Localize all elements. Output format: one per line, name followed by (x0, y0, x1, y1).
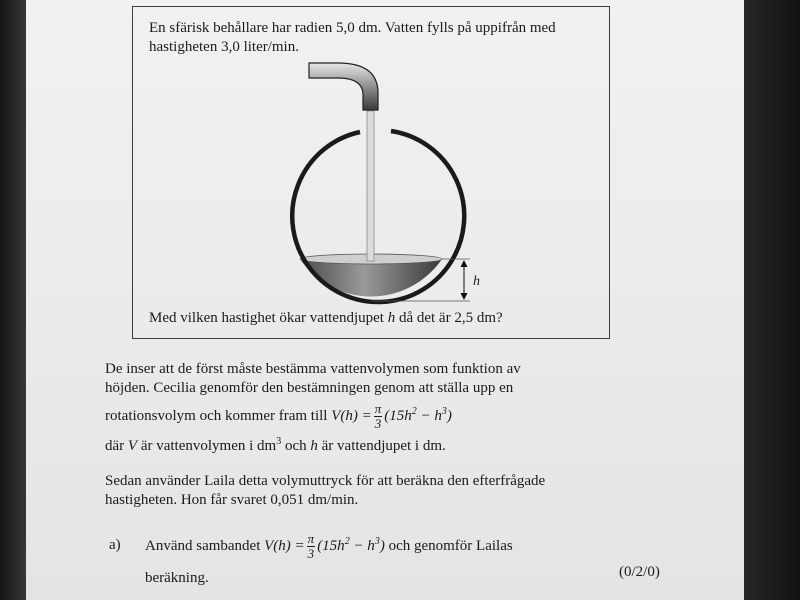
problem-question: Med vilken hastighet ökar vattendjupet h då det är 2,5 dm? (149, 310, 503, 326)
height-arrow-head-up (461, 260, 468, 267)
body-p1-line3: rotationsvolym och kommer fram till V(h) = $\frac{\pi}{3}$ $(15h^2 - h^3)$ (105, 401, 452, 432)
sphere-figure (133, 7, 611, 340)
formula-inline-1: V(h) = $\frac{\pi}{3}$ $(15h^2 - h^3)$ (331, 401, 452, 432)
intro-line-2: hastigheten 3,0 liter/min. (149, 39, 299, 55)
task-a-line1: Använd sambandet V(h) = $\frac{\pi}{3}$ $(15h^2 - h^3)$ och genomför Lailas (145, 531, 513, 562)
body-p1-line4: där V är vattenvolymen i $dm^3$ och h är vattendjupet i dm. (105, 436, 446, 454)
formula-inline-2: V(h) = $\frac{\pi}{3}$ $(15h^2 - h^3)$ (264, 531, 385, 562)
task-a-line2: beräkning. (145, 570, 209, 586)
body-p2-line2: hastigheten. Hon får svaret 0,051 dm/min. (105, 492, 359, 508)
height-arrow-head-down (461, 293, 468, 300)
intro-line-1: En sfärisk behållare har radien 5,0 dm. Vatten fylls på uppifrån med (149, 20, 556, 36)
task-a-label: a) (109, 537, 121, 553)
problem-box (132, 6, 610, 339)
desk-edge-left (0, 0, 28, 600)
paper-page (26, 0, 744, 600)
question-variable-h: h (387, 310, 396, 326)
body-p1-line1: De inser att de först måste bestämma vattenvolymen som funktion av (105, 361, 521, 377)
body-p2-line1: Sedan använder Laila detta volymuttryck för att beräkna den efterfrågade (105, 473, 546, 489)
faucet (309, 63, 378, 110)
water-stream (367, 111, 374, 261)
body-p1-line2: höjden. Cecilia genomför den bestämningen genom att ställa upp en (105, 380, 514, 396)
task-a-points: (0/2/0) (619, 564, 660, 580)
height-label-h: h (473, 274, 480, 289)
